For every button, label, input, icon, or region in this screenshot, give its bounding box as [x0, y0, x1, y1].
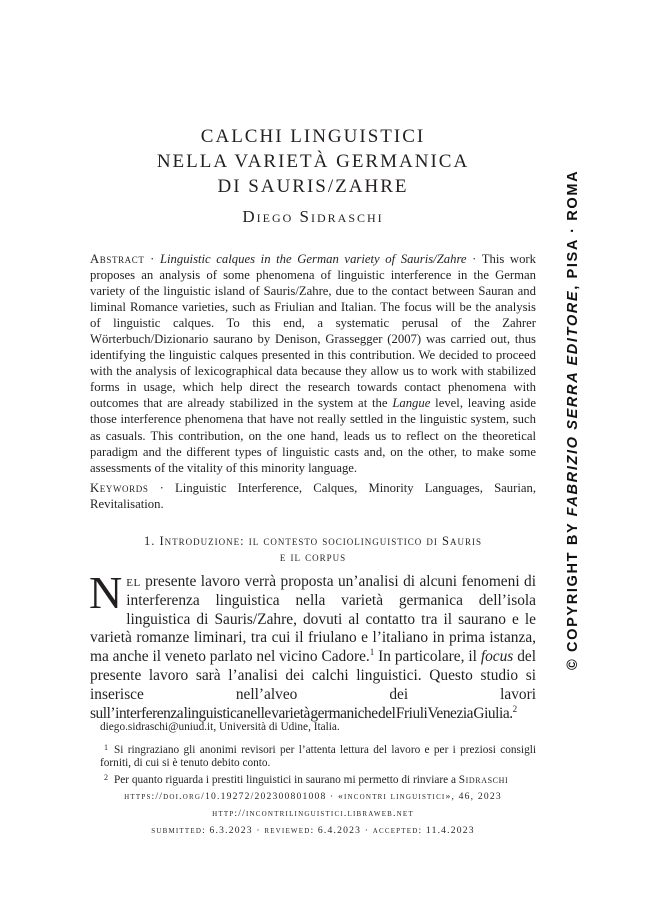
body-text-1: presente lavoro verrà proposta un’analisi di alcuni fenomeni di interferenza linguistica nella varietà germanica dell’isola linguistica di Sauris/Zahre, dovuti al contatto tra il saurano e le varietà romanze liminari, tra cui il friulano e l’italiano in prima istanza, ma anche il veneto parlato nel vicino Cadore.: [90, 573, 536, 666]
footnotes: [100, 721, 536, 787]
keywords-separator: ·: [148, 480, 176, 495]
section-heading: [90, 533, 536, 565]
body-last-line: [90, 705, 517, 722]
body-text-4: sull’interferenza linguistica nelle varietà germaniche del Friuli Venezia Giulia.: [90, 704, 513, 722]
footnote-ref-2[interactable]: 2: [512, 703, 517, 714]
abstract-label: Abstract: [90, 252, 145, 266]
footnote-1-text: Si ringraziano gli anonimi revisori per l’attenta lettura del lavoro e per i preziosi consigli forniti, di cui si è tenuto debito conto.: [100, 743, 536, 770]
doi-line[interactable]: https://doi.org/10.19272/202300801008 · «incontri linguistici», 46, 2023: [124, 791, 502, 802]
copyright-notice: [565, 169, 587, 670]
drop-cap: N: [89, 567, 123, 618]
body-text-2: In particolare, il: [374, 648, 481, 666]
abstract-paragraph: [90, 251, 536, 476]
article-title: [90, 124, 536, 199]
keywords-paragraph: [90, 480, 536, 512]
footnote-1: [100, 741, 536, 771]
body-text-3: del presente lavoro sarà l’analisi dei calchi linguistici. Questo studio si inserisce nell’alveo dei lavori: [90, 648, 536, 703]
keywords-text: Linguistic Interference, Calques, Minority Languages, Saurian, Revitalisation.: [90, 480, 537, 511]
body-focus: focus: [480, 648, 514, 666]
author-email: diego.sidraschi@uniud.it, Università di Udine, Italia.: [100, 721, 340, 733]
body-paragraph: [89, 567, 536, 723]
abstract-separator-2: ·: [466, 252, 482, 266]
copyright-text-2: , PISA · ROMA: [565, 169, 581, 290]
imprint: [90, 788, 536, 840]
dates-line: submitted: 6.3.2023 · reviewed: 6.4.2023 · accepted: 11.4.2023: [151, 825, 475, 837]
abstract-english-title: Linguistic calques in the German variety of Sauris/Zahre: [159, 252, 467, 266]
section-heading-line-2: e il corpus: [279, 550, 347, 564]
keywords-label: Keywords: [90, 480, 149, 495]
title-line-1: CALCHI LINGUISTICI: [200, 126, 426, 147]
copyright-text-1: © COPYRIGHT BY: [565, 516, 581, 670]
author-name: Diego Sidraschi: [242, 207, 384, 226]
title-line-2: NELLA VARIETÀ GERMANICA: [156, 151, 470, 172]
footnote-2: [100, 771, 536, 788]
abstract-text-2: level, leaving aside those interference phenomena that have not really settled in the linguistic system, such as casuals. This contribution, on the one hand, leads us to reflect on the theoretical paradigm and the different types of linguistic casts and, on the other, to make some assessments of the vitality of this minority language.: [90, 396, 536, 475]
abstract-text-1: This work proposes an analysis of some phenomena of linguistic interference in the German variety of the linguistic island of Sauris/Zahre, due to the contact between Sauran and liminal Romance varieties, such as Friulian and Italian. The focus will be the analysis of linguistic calques. To this end, a systematic perusal of the Zahrer Wörterbuch/Dizionario saurano by Denison, Grassegger (2007) was carried out, thus identifying the linguistic calques presented in this contribution. We decided to proceed with the analysis of lexicographical data because they allow us to work with stabilized forms in usage, which help direct the research towards contact phenomena with outcomes that are already stabilized in the system at the: [90, 252, 537, 411]
abstract-langue: Langue: [392, 396, 431, 411]
footnote-1-mark: 1: [104, 742, 108, 752]
footnote-2-text: Per quanto riguarda i prestiti linguistici in saurano mi permetto di rinviare a: [114, 773, 459, 786]
section-heading-line-1: 1. Introduzione: il contesto sociolinguistico di Sauris: [143, 534, 483, 548]
copyright-publisher: FABRIZIO SERRA EDITORE: [565, 289, 581, 517]
title-line-3: DI SAURIS/ZAHRE: [217, 176, 409, 197]
abstract-block: [90, 251, 536, 512]
footnote-ref-1[interactable]: 1: [369, 647, 375, 658]
url-line[interactable]: http://incontrilinguistici.libraweb.net: [212, 808, 414, 820]
footnote-2-mark: 2: [104, 772, 108, 782]
footnote-2-name: Sidraschi: [458, 773, 509, 786]
lead-in: el: [126, 573, 141, 590]
abstract-separator: ·: [144, 252, 160, 266]
